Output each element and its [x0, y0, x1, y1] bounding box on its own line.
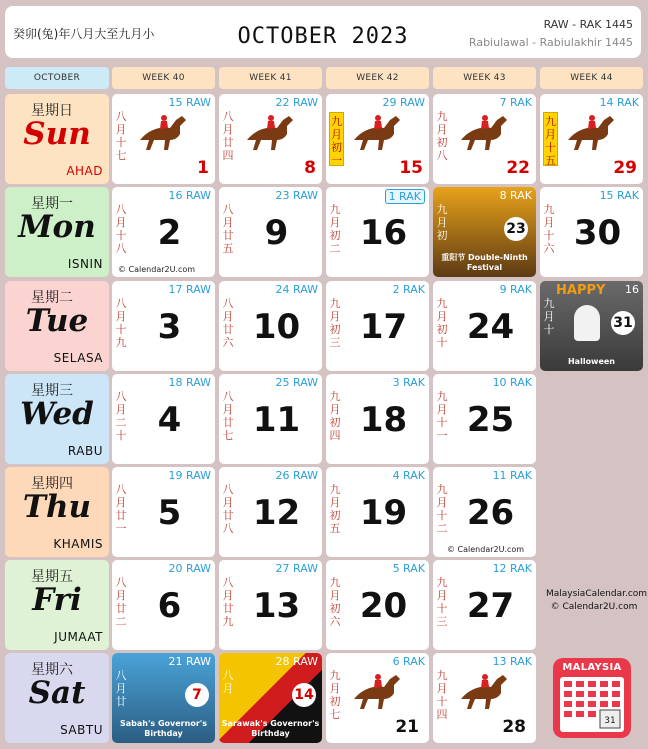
date-number: 28 [502, 717, 526, 737]
date-cell[interactable] [112, 187, 215, 277]
hijri-date: 16 [625, 283, 639, 296]
hijri-date: 24 RAW [275, 283, 318, 296]
lunar-date: 八 月 廿 八 [222, 483, 234, 535]
date-number: 9 [264, 213, 289, 253]
date-cell[interactable] [326, 187, 429, 277]
lunar-date: 九 月 初 八 [436, 110, 448, 162]
date-number: 25 [466, 400, 515, 440]
event-caption: 重阳节 Double-Ninth Festival [441, 253, 528, 272]
day-chinese: 星期六 [31, 662, 73, 678]
date-cell[interactable] [112, 281, 215, 371]
calendar-header [5, 6, 641, 58]
date-cell[interactable] [112, 467, 215, 557]
day-english: Thu [22, 489, 92, 525]
day-chinese: 星期四 [31, 476, 73, 492]
hijri-date: 16 RAW [168, 189, 211, 202]
page-title: OCTOBER 2023 [237, 24, 409, 49]
site-credits [546, 588, 648, 614]
lunar-date: 九 月 十 五 [543, 112, 558, 166]
day-chinese: 星期三 [31, 383, 73, 399]
date-cell[interactable] [219, 94, 322, 184]
date-number: 17 [359, 307, 408, 347]
date-number: 22 [506, 158, 530, 178]
lunar-date: 九 月 初 七 [329, 669, 341, 721]
lunar-date: 九 月 十 [543, 297, 555, 336]
date-number: 23 [504, 217, 528, 241]
lunar-date: 八 月 廿 五 [222, 203, 234, 255]
day-label [5, 374, 109, 464]
date-cell[interactable] [326, 374, 429, 464]
date-number: 24 [466, 307, 515, 347]
day-malay: SELASA [53, 351, 103, 365]
day-malay: JUMAAT [54, 630, 103, 644]
date-number: 3 [157, 307, 182, 347]
date-number: 21 [395, 717, 419, 737]
date-number: 26 [466, 493, 515, 533]
date-cell[interactable] [112, 94, 215, 184]
lunar-date: 九 月 十 一 [436, 390, 448, 442]
date-cell[interactable] [326, 94, 429, 184]
hijri-date: 18 RAW [168, 376, 211, 389]
lunar-date: 九 月 初 五 [329, 483, 341, 535]
svg-text:31: 31 [604, 716, 616, 726]
date-cell[interactable] [219, 187, 322, 277]
lunar-date: 九 月 初 十 [436, 297, 448, 349]
hijri-date: 20 RAW [168, 562, 211, 575]
lunar-date: 八 月 十 七 [115, 110, 127, 162]
day-label [5, 467, 109, 557]
hijri-date: 21 RAW [168, 655, 211, 668]
hijri-date: 3 RAK [392, 376, 425, 389]
date-cell[interactable] [433, 374, 536, 464]
date-number: 1 [197, 158, 209, 178]
date-cell[interactable] [112, 374, 215, 464]
site-credit-2: © Calendar2U.com [550, 602, 638, 612]
date-number: 27 [466, 586, 515, 626]
week-header: WEEK 41 [219, 67, 322, 89]
hijri-date: 17 RAW [168, 283, 211, 296]
date-cell[interactable] [219, 281, 322, 371]
hijri-date: 5 RAK [392, 562, 425, 575]
lunar-date: 九 月 初 四 [329, 390, 341, 442]
lunar-date: 九 月 初 [436, 203, 448, 242]
hijri-date: 1 RAK [385, 189, 425, 204]
day-label [5, 94, 109, 184]
date-cell[interactable] [540, 281, 643, 371]
date-number: 19 [359, 493, 408, 533]
lunar-date: 八 月 廿 四 [222, 110, 234, 162]
day-label [5, 560, 109, 650]
date-number: 13 [252, 586, 301, 626]
date-cell[interactable] [219, 560, 322, 650]
lunar-date: 八 月 廿 九 [222, 576, 234, 628]
date-number: 12 [252, 493, 301, 533]
lunar-date: 九 月 十 三 [436, 576, 448, 628]
hijri-date: 12 RAK [492, 562, 532, 575]
date-number: 2 [157, 213, 182, 253]
week-header: WEEK 40 [112, 67, 215, 89]
hijri-date: 10 RAK [492, 376, 532, 389]
credit-watermark: © Calendar2U.com [447, 545, 525, 554]
lunar-date: 八 月 十 九 [115, 297, 127, 349]
date-number: 7 [185, 683, 209, 707]
day-chinese: 星期五 [31, 569, 73, 585]
hijri-date: 11 RAK [492, 469, 532, 482]
hijri-date: 9 RAK [499, 283, 532, 296]
hijri-date: 6 RAK [392, 655, 425, 668]
hijri-date: 2 RAK [392, 283, 425, 296]
week-header: WEEK 44 [540, 67, 643, 89]
hijri-date: 26 RAW [275, 469, 318, 482]
hijri-date: 7 RAK [499, 96, 532, 109]
lunar-date: 八 月 廿 [115, 669, 127, 708]
hijri-date: 23 RAW [275, 189, 318, 202]
hijri-date: 14 RAK [599, 96, 639, 109]
lunar-date: 八 月 廿 七 [222, 390, 234, 442]
lunar-date: 八 月 廿 六 [222, 297, 234, 349]
day-chinese: 星期日 [31, 103, 73, 119]
date-number: 8 [304, 158, 316, 178]
date-number: 10 [252, 307, 301, 347]
date-cell[interactable] [326, 281, 429, 371]
day-malay: KHAMIS [53, 537, 103, 551]
event-caption: Halloween [567, 357, 615, 366]
credit-watermark: © Calendar2U.com [118, 265, 196, 274]
date-cell[interactable] [433, 187, 536, 277]
hijri-date: 15 RAK [599, 189, 639, 202]
lunar-date: 九 月 初 六 [329, 576, 341, 628]
date-number: 14 [292, 683, 316, 707]
event-caption: Sabah's Governor's Birthday [120, 719, 207, 738]
date-cell[interactable] [326, 560, 429, 650]
date-number: 16 [359, 213, 408, 253]
horse-racing-icon [455, 108, 511, 154]
hijri-date: 8 RAK [499, 189, 532, 202]
date-cell[interactable] [433, 560, 536, 650]
date-number: 6 [157, 586, 182, 626]
malaysia-calendar-badge[interactable] [553, 658, 631, 738]
date-cell[interactable] [112, 560, 215, 650]
date-number: 18 [359, 400, 408, 440]
date-cell[interactable] [112, 653, 215, 743]
calendar-icon [560, 677, 624, 732]
hijri-range-short: RAW - RAK 1445 [543, 18, 633, 31]
horse-racing-icon [455, 667, 511, 713]
day-malay: SABTU [60, 723, 103, 737]
month-column-header: OCTOBER [5, 67, 109, 89]
hijri-date: 28 RAW [275, 655, 318, 668]
day-label [5, 281, 109, 371]
day-english: Mon [18, 209, 96, 245]
hijri-date: 13 RAK [492, 655, 532, 668]
hijri-date: 27 RAW [275, 562, 318, 575]
lunar-date: 八 月 二 十 [115, 390, 127, 442]
ghost-icon [574, 305, 600, 341]
day-malay: RABU [67, 444, 103, 458]
date-cell[interactable] [433, 94, 536, 184]
day-label [5, 653, 109, 743]
date-cell[interactable] [219, 467, 322, 557]
date-number: 29 [613, 158, 637, 178]
site-credit-1: MalaysiaCalendar.com [546, 589, 648, 599]
horse-racing-icon [348, 667, 404, 713]
day-label [5, 187, 109, 277]
day-english: Tue [25, 303, 89, 339]
horse-racing-icon [348, 108, 404, 154]
day-chinese: 星期二 [31, 290, 73, 306]
lunar-date: 九 月 十 二 [436, 483, 448, 535]
date-cell[interactable] [433, 653, 536, 743]
day-malay: ISNIN [67, 257, 103, 271]
hijri-date: 4 RAK [392, 469, 425, 482]
lunar-date: 八 月 廿 二 [115, 576, 127, 628]
lunar-date: 九 月 初 二 [329, 203, 341, 255]
date-number: 20 [359, 586, 408, 626]
day-english: Sun [23, 116, 91, 152]
horse-racing-icon [134, 108, 190, 154]
date-cell[interactable] [433, 281, 536, 371]
lunar-date: 八 月 十 八 [115, 203, 127, 255]
hijri-date: 25 RAW [275, 376, 318, 389]
chinese-lunar-range: 癸卯(兔)年八月大至九月小 [13, 27, 155, 41]
hijri-range-full: Rabiulawal - Rabiulakhir 1445 [468, 36, 633, 49]
date-cell[interactable] [219, 374, 322, 464]
date-cell[interactable] [540, 94, 643, 184]
day-english: Wed [20, 396, 94, 432]
day-malay: AHAD [66, 164, 103, 178]
date-number: 31 [611, 311, 635, 335]
horse-racing-icon [241, 108, 297, 154]
date-number: 5 [157, 493, 182, 533]
date-number: 15 [399, 158, 423, 178]
event-caption: Sarawak's Governor's Birthday [221, 719, 320, 738]
date-cell[interactable] [540, 187, 643, 277]
week-header: WEEK 42 [326, 67, 429, 89]
week-header: WEEK 43 [433, 67, 536, 89]
lunar-date: 九 月 初 三 [329, 297, 341, 349]
lunar-date: 八 月 [222, 669, 234, 695]
date-number: 11 [252, 400, 301, 440]
hijri-date: 19 RAW [168, 469, 211, 482]
date-cell[interactable] [326, 467, 429, 557]
date-number: 30 [573, 213, 622, 253]
hijri-date: 29 RAW [382, 96, 425, 109]
hijri-date: 15 RAW [168, 96, 211, 109]
date-cell[interactable] [219, 653, 322, 743]
lunar-date: 九 月 十 六 [543, 203, 555, 255]
lunar-date: 九 月 十 四 [436, 669, 448, 721]
day-chinese: 星期一 [31, 196, 73, 212]
hijri-date: 22 RAW [275, 96, 318, 109]
day-english: Fri [32, 582, 82, 618]
date-cell[interactable] [326, 653, 429, 743]
badge-title: MALAYSIA [562, 662, 622, 673]
day-english: Sat [28, 675, 86, 711]
lunar-date: 八 月 廿 一 [115, 483, 127, 535]
halloween-banner: HAPPY [556, 283, 606, 298]
horse-racing-icon [562, 108, 618, 154]
date-number: 4 [157, 400, 182, 440]
lunar-date: 九 月 初 一 [329, 112, 344, 166]
date-cell[interactable] [433, 467, 536, 557]
